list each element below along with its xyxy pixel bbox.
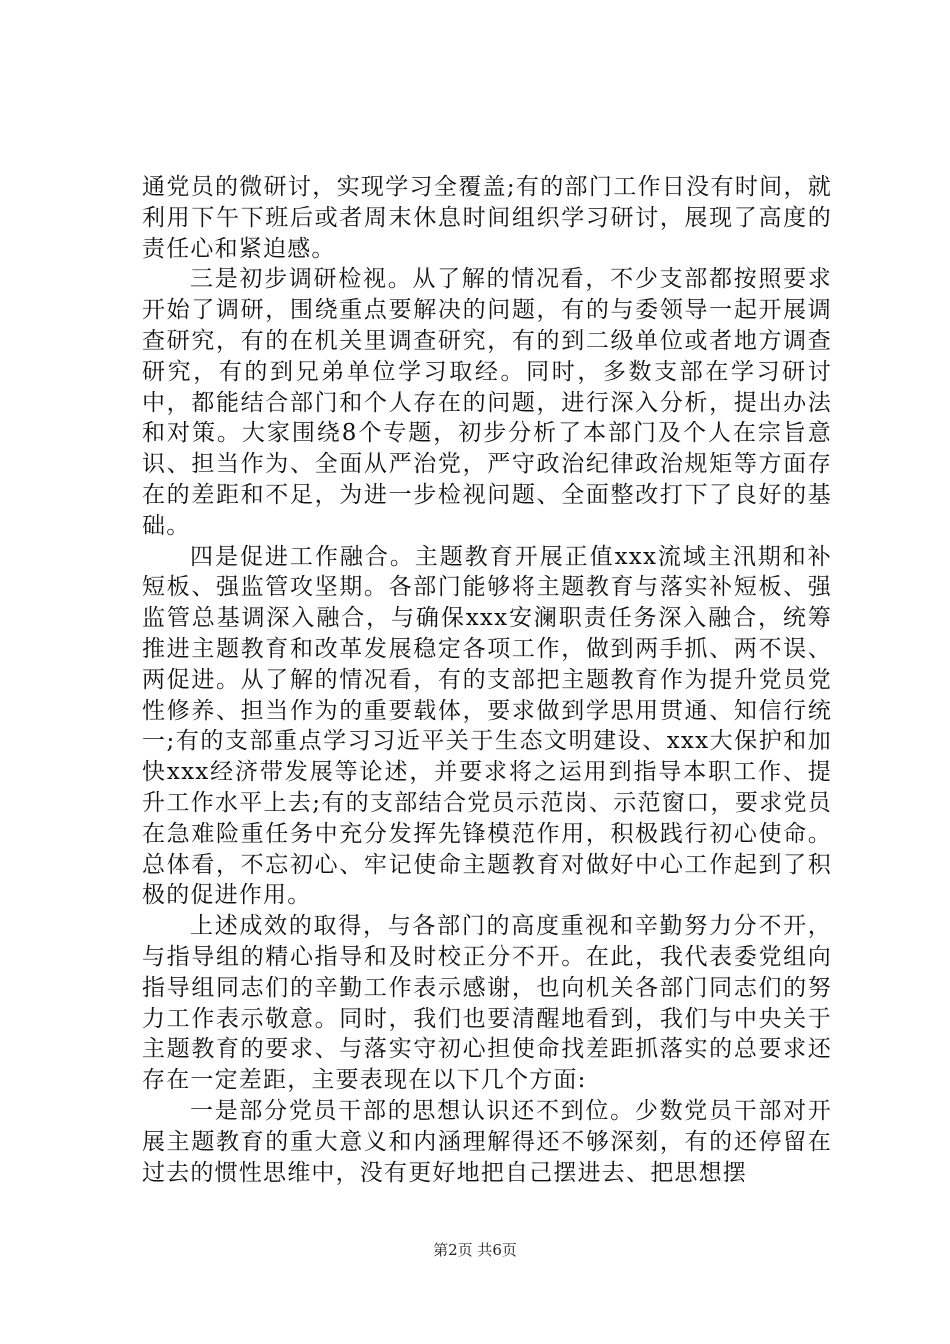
paragraph-1: 通党员的微研讨，实现学习全覆盖;有的部门工作日没有时间，就利用下午下班后或者周末休息时间组织学习研讨，展现了高度的责任心和紧迫感。 xyxy=(142,174,832,262)
paragraph-3: 四是促进工作融合。主题教育开展正值xxx流域主汛期和补短板、强监管攻坚期。各部门能够将主题教育与落实补短板、强监管总基调深入融合，与确保xxx安澜职责任务深入融合，统筹推进主题教育和改革发展稳定各项工作，做到两手抓、两不误、两促进。从了解的情况看，有的支部把主题教育作为提升党员党性修养、担当作为的重要载体，要求做到学思用贯通、知信行统一;有的支部重点学习习近平关于生态文明建设、xxx大保护和加快xxx经济带发展等论述，并要求将之运用到指导本职工作、提升工作水平上去;有的支部结合党员示范岗、示范窗口，要求党员在急难险重任务中充分发挥先锋模范作用，积极践行初心使命。总体看，不忘初心、牢记使命主题教育对做好中心工作起到了积极的促进作用。 xyxy=(142,543,832,909)
paragraph-4: 上述成效的取得，与各部门的高度重视和辛勤努力分不开，与指导组的精心指导和及时校正分不开。在此，我代表委党组向指导组同志们的辛勤工作表示感谢，也向机关各部门同志们的努力工作表示敬意。同时，我们也要清醒地看到，我们与中央关于主题教育的要求、与落实守初心担使命找差距抓落实的总要求还存在一定差距，主要表现在以下几个方面: xyxy=(142,913,832,1094)
document-body xyxy=(142,172,832,1188)
page-footer: 第2页 共6页 xyxy=(433,1241,517,1259)
paragraph-5: 一是部分党员干部的思想认识还不到位。少数党员干部对开展主题教育的重大意义和内涵理解得还不够深刻，有的还停留在过去的惯性思维中，没有更好地把自己摆进去、把思想摆 xyxy=(142,1097,832,1186)
paragraph-2: 三是初步调研检视。从了解的情况看，不少支部都按照要求开始了调研，围绕重点要解决的问题，有的与委领导一起开展调查研究，有的在机关里调查研究，有的到二级单位或者地方调查研究，有的到兄弟单位学习取经。同时，多数支部在学习研讨中，都能结合部门和个人存在的问题，进行深入分析，提出办法和对策。大家围绕8个专题，初步分析了本部门及个人在宗旨意识、担当作为、全面从严治党，严守政治纪律政治规矩等方面存在的差距和不足，为进一步检视问题、全面整改打下了良好的基础。 xyxy=(142,266,832,539)
